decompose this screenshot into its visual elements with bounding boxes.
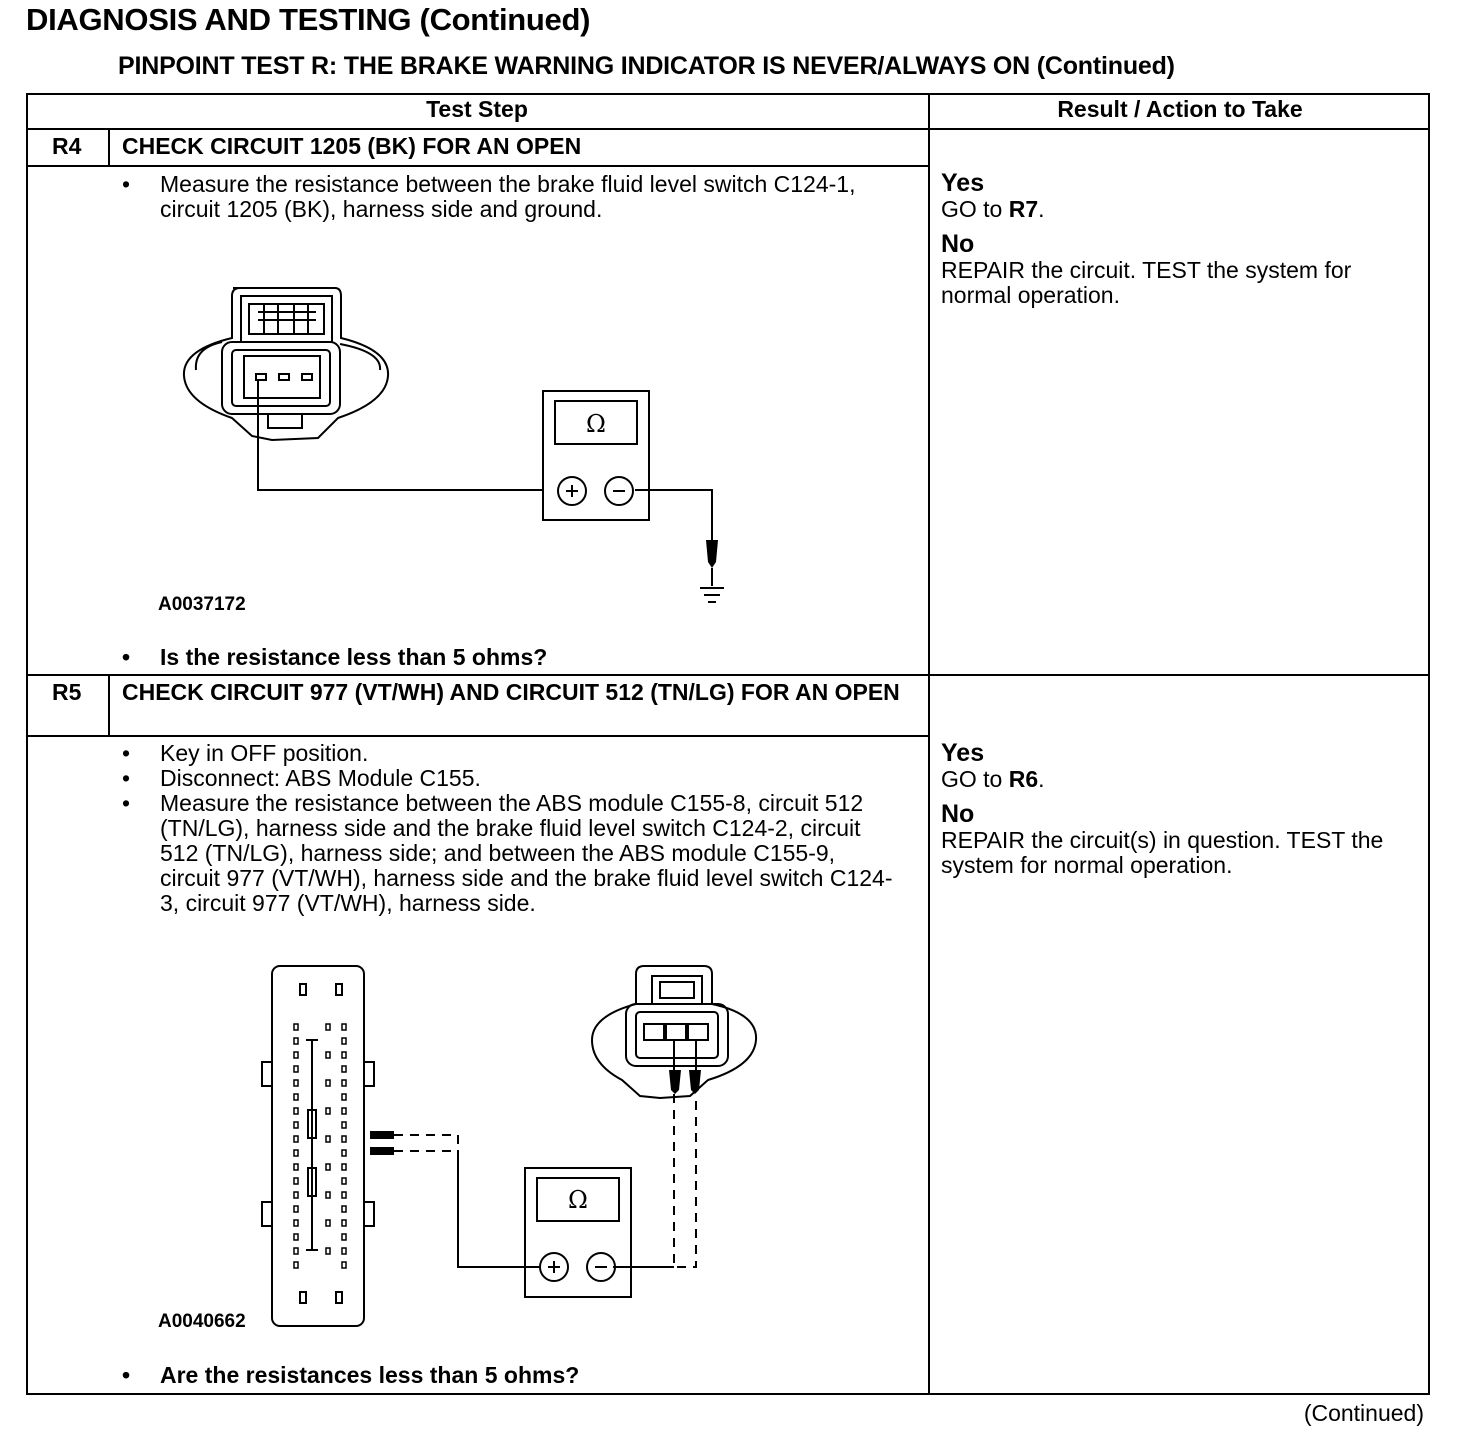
connector-pin [342, 1220, 346, 1226]
page-title: DIAGNOSIS AND TESTING (Continued) [26, 2, 591, 37]
connector-pin [294, 1164, 298, 1170]
figure-id-r4: A0037172 [158, 594, 246, 615]
connector-pin [342, 1094, 346, 1100]
yes-action-suffix: . [1038, 196, 1045, 222]
connector-pin [294, 1248, 298, 1254]
connector-pin [342, 1052, 346, 1058]
list-item: • Are the resistances less than 5 ohms? [122, 1363, 862, 1388]
connector-pin [342, 1192, 346, 1198]
connector-pin [294, 1108, 298, 1114]
abs-module-connector-icon [262, 966, 374, 1326]
meter-symbol: Ω [586, 410, 606, 438]
connector-pin [342, 1248, 346, 1254]
connector-pin [342, 1178, 346, 1184]
connector-pin [326, 1024, 330, 1030]
r5-question [122, 1363, 862, 1388]
list-item: • Measure the resistance between the brake fluid level switch C124-1, circuit 1205 (BK), harness side and ground. [122, 172, 862, 222]
yes-label: Yes [941, 739, 985, 767]
connector-pin [342, 1066, 346, 1072]
no-label: No [941, 800, 975, 828]
yes-action-suffix: . [1038, 766, 1045, 792]
connector-pin [294, 1192, 298, 1198]
page-subtitle: PINPOINT TEST R: THE BRAKE WARNING INDICATOR IS NEVER/ALWAYS ON (Continued) [118, 52, 1175, 80]
connector-pin [342, 1206, 346, 1212]
connector-pin [294, 1052, 298, 1058]
connector-pin [326, 1192, 330, 1198]
figure-id-r5: A0040662 [158, 1311, 246, 1332]
connector-pin [342, 1150, 346, 1156]
list-item: • Disconnect: ABS Module C155. [122, 766, 900, 791]
no-action: REPAIR the circuit(s) in question. TEST the system for normal operation. [941, 827, 1384, 878]
step-id-r4: R4 [52, 133, 82, 159]
yes-label: Yes [941, 169, 985, 197]
connector-pin [294, 1066, 298, 1072]
connector-pin [294, 1038, 298, 1044]
yes-action-text: GO to [941, 196, 1009, 222]
connector-pin [342, 1080, 346, 1086]
connector-pin [342, 1164, 346, 1170]
no-label: No [941, 230, 975, 258]
connector-pin [294, 1234, 298, 1240]
connector-pin [326, 1080, 330, 1086]
column-header-test-step: Test Step [426, 96, 528, 122]
connector-pin [342, 1136, 346, 1142]
connector-pin [294, 1080, 298, 1086]
connector-pin [342, 1262, 346, 1268]
connector-pin [342, 1038, 346, 1044]
meter-symbol: Ω [568, 1186, 588, 1214]
connector-pin [342, 1024, 346, 1030]
step-heading-r4: CHECK CIRCUIT 1205 (BK) FOR AN OPEN [122, 133, 582, 159]
yes-action-text: GO to [941, 766, 1009, 792]
connector-pin [342, 1108, 346, 1114]
connector-pin [294, 1150, 298, 1156]
step-id-r5: R5 [52, 679, 82, 705]
connector-pin [294, 1178, 298, 1184]
connector-pin [326, 1248, 330, 1254]
yes-action-target: R7 [1008, 196, 1039, 222]
connector-pin [326, 1108, 330, 1114]
column-header-result: Result / Action to Take [1057, 96, 1303, 122]
connector-pin [342, 1234, 346, 1240]
list-item: • Key in OFF position. [122, 741, 900, 766]
connector-pin [326, 1136, 330, 1142]
connector-pin [294, 1262, 298, 1268]
no-action: REPAIR the circuit. TEST the system for normal operation. [941, 257, 1352, 308]
r5-result [941, 739, 1411, 878]
connector-pin [294, 1094, 298, 1100]
connector-pin [342, 1122, 346, 1128]
connector-pin [294, 1122, 298, 1128]
yes-action-target: R6 [1008, 766, 1039, 792]
step-heading-r5: CHECK CIRCUIT 977 (VT/WH) AND CIRCUIT 512 (TN/LG) FOR AN OPEN [122, 679, 900, 705]
connector-pin [294, 1220, 298, 1226]
connector-pin [294, 1024, 298, 1030]
yes-action [941, 767, 1411, 792]
continued-footer: (Continued) [1303, 1400, 1424, 1426]
connector-pin [326, 1164, 330, 1170]
connector-pin [326, 1052, 330, 1058]
list-item: • Measure the resistance between the ABS module C155-8, circuit 512 (TN/LG), harness side and the brake fluid level switch C124-2, circuit 512 (TN/LG), harness side; and between the ABS module C155-9, circuit 977 (VT/WH), harness side and the brake fluid level switch C124-3, circuit 977 (VT/WH), harness side. [122, 791, 900, 916]
list-item: • Is the resistance less than 5 ohms? [122, 645, 862, 670]
connector-pin [326, 1220, 330, 1226]
connector-pin [294, 1136, 298, 1142]
connector-pin [294, 1206, 298, 1212]
